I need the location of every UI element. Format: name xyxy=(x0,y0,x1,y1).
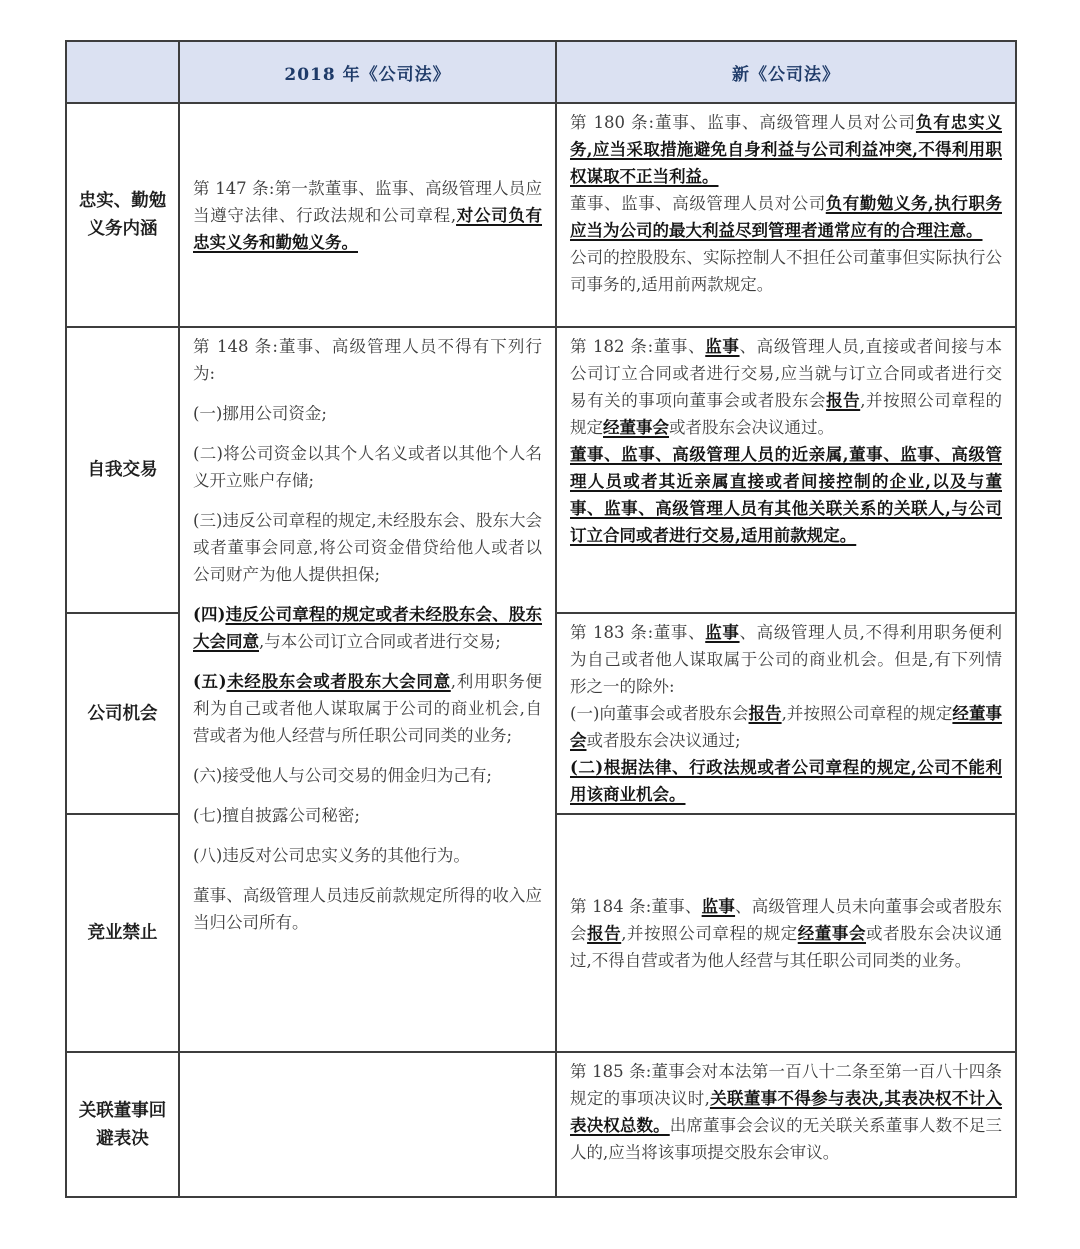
row-label-related-director-abstention: 关联董事回避表决 xyxy=(66,1052,179,1197)
cell-2018-article-148: 第 148 条:董事、高级管理人员不得有下列行为: (一)挪用公司资金; (二)将公司资金以其个人名义或者以其他个人名义开立账户存储; (三)违反公司章程的规定,未经股东会、股东大会或者董事会同意,将公司资金借贷给他人或者以公司财产为他人提供担保; (四)违反公司章程的规定或者未经股东会、股东大会同意,与本公司订立合同或者进行交易; (五)未经股东会或者股东大会同意,利用职务便利为自己或者他人谋取属于公司的商业机会,自营或者为他人经营与所任职公司同类的业务; (六)接受他人与公司交易的佣金归为己有; (七)擅自披露公司秘密; (八)违反对公司忠实义务的其他行为。 董事、高级管理人员违反前款规定所得的收入应当归公司所有。 xyxy=(179,327,556,1052)
table-row xyxy=(66,103,1016,327)
cell-new-article-184: 第 184 条:董事、监事、高级管理人员未向董事会或者股东会报告,并按照公司章程的规定经董事会或者股东会决议通过,不得自营或者为他人经营与其任职公司同类的业务。 xyxy=(556,814,1016,1052)
row-label-non-compete: 竞业禁止 xyxy=(66,814,179,1052)
cell-new-article-183: 第 183 条:董事、监事、高级管理人员,不得利用职务便利为自己或者他人谋取属于公司的商业机会。但是,有下列情形之一的除外: (一)向董事会或者股东会报告,并按照公司章程的规定经董事会或者股东会决议通过; (二)根据法律、行政法规或者公司章程的规定,公司不能利用该商业机会。 xyxy=(556,613,1016,814)
header-col-2018: 2018 年《公司法》 xyxy=(179,41,556,103)
header-col-blank xyxy=(66,41,179,103)
header-col-new: 新《公司法》 xyxy=(556,41,1016,103)
row-label-corporate-opportunity: 公司机会 xyxy=(66,613,179,814)
row-label-duty-content: 忠实、勤勉义务内涵 xyxy=(66,103,179,327)
cell-new-article-185: 第 185 条:董事会对本法第一百八十二条至第一百八十四条规定的事项决议时,关联董事不得参与表决,其表决权不计入表决权总数。出席董事会会议的无关联关系董事人数不足三人的,应当将该事项提交股东会审议。 xyxy=(556,1052,1016,1197)
cell-2018-empty xyxy=(179,1052,556,1197)
cell-new-article-182: 第 182 条:董事、监事、高级管理人员,直接或者间接与本公司订立合同或者进行交易,应当就与订立合同或者进行交易有关的事项向董事会或者股东会报告,并按照公司章程的规定经董事会或者股东会决议通过。 董事、监事、高级管理人员的近亲属,董事、监事、高级管理人员或者其近亲属直接或者间接控制的企业,以及与董事、监事、高级管理人员有其他关联关系的关联人,与公司订立合同或者进行交易,适用前款规定。 xyxy=(556,327,1016,613)
cell-new-article-180: 第 180 条:董事、监事、高级管理人员对公司负有忠实义务,应当采取措施避免自身利益与公司利益冲突,不得利用职权谋取不正当利益。 董事、监事、高级管理人员对公司负有勤勉义务,执行职务应当为公司的最大利益尽到管理者通常应有的合理注意。 公司的控股股东、实际控制人不担任公司董事但实际执行公司事务的,适用前两款规定。 xyxy=(556,103,1016,327)
comparison-table xyxy=(65,40,1017,1198)
table-row xyxy=(66,327,1016,613)
table-row xyxy=(66,1052,1016,1197)
row-label-self-dealing: 自我交易 xyxy=(66,327,179,613)
cell-2018-article-147: 第 147 条:第一款董事、监事、高级管理人员应当遵守法律、行政法规和公司章程,对公司负有忠实义务和勤勉义务。 xyxy=(179,103,556,327)
header-row xyxy=(66,41,1016,103)
